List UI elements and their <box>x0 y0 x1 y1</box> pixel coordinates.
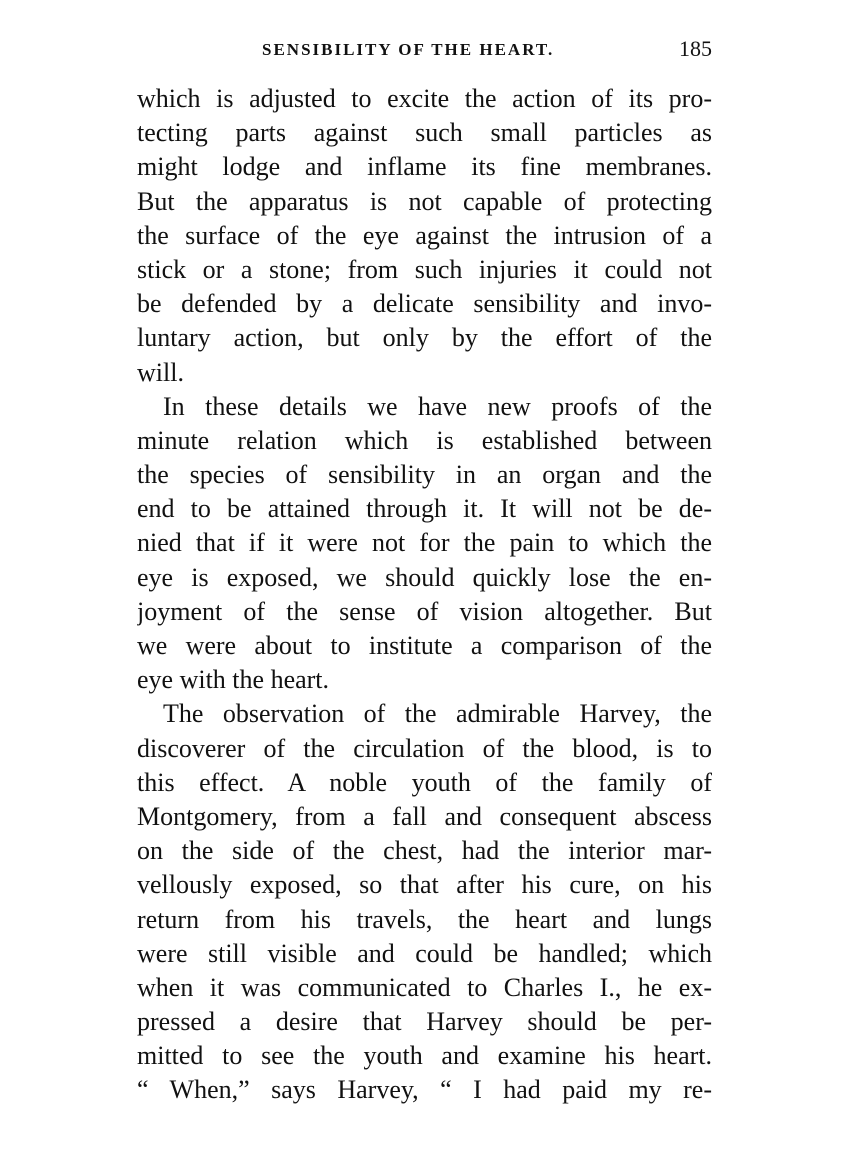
text-line: nied that if it were not for the pain to which the <box>137 528 712 558</box>
text-line: which is adjusted to excite the action of its pro- <box>137 84 712 113</box>
body-text <box>137 82 712 1108</box>
running-title: SENSIBILITY OF THE HEART. <box>262 40 555 59</box>
text-line: tecting parts against such small particles as <box>137 118 712 148</box>
text-line: stick or a stone; from such injuries it could not <box>137 254 712 284</box>
text-line: return from his travels, the heart and lungs <box>137 904 712 934</box>
text-line: eye with the heart. <box>137 665 330 695</box>
page-number: 185 <box>679 36 712 61</box>
text-line: mitted to see the youth and examine his heart. <box>137 1041 712 1071</box>
text-line: luntary action, but only by the effort of the <box>137 323 712 353</box>
text-line: But the apparatus is not capable of protecting <box>137 186 712 216</box>
text-line: the species of sensibility in an organ and the <box>137 460 712 490</box>
text-line: will. <box>137 357 184 387</box>
text-line: on the side of the chest, had the interior mar- <box>137 836 712 866</box>
running-head <box>137 36 712 66</box>
text-line: In these details we have new proofs of the <box>163 391 712 421</box>
text-line: when it was communicated to Charles I., he ex- <box>137 972 712 1002</box>
text-line: joyment of the sense of vision altogether. But <box>137 596 712 626</box>
text-line: this effect. A noble youth of the family of <box>137 767 712 797</box>
text-line: might lodge and inflame its fine membranes. <box>137 152 712 182</box>
text-line: The observation of the admirable Harvey, the <box>163 699 712 729</box>
text-line: be defended by a delicate sensibility and invo- <box>137 289 712 319</box>
text-line: we were about to institute a comparison of the <box>137 631 712 660</box>
text-line: Montgomery, from a fall and consequent abscess <box>137 801 712 831</box>
text-line: eye is exposed, we should quickly lose the en- <box>137 562 712 592</box>
text-line: minute relation which is established between <box>137 425 712 455</box>
text-line: pressed a desire that Harvey should be per- <box>137 1007 712 1037</box>
text-line: the surface of the eye against the intrusion of a <box>137 220 712 250</box>
text-line: discoverer of the circulation of the blood, is to <box>137 733 712 763</box>
text-line: end to be attained through it. It will not be de- <box>137 494 712 524</box>
text-line: were still visible and could be handled; which <box>137 938 712 968</box>
text-line: vellously exposed, so that after his cure, on his <box>137 870 712 900</box>
text-line: “ When,” says Harvey, “ I had paid my re- <box>137 1075 712 1105</box>
